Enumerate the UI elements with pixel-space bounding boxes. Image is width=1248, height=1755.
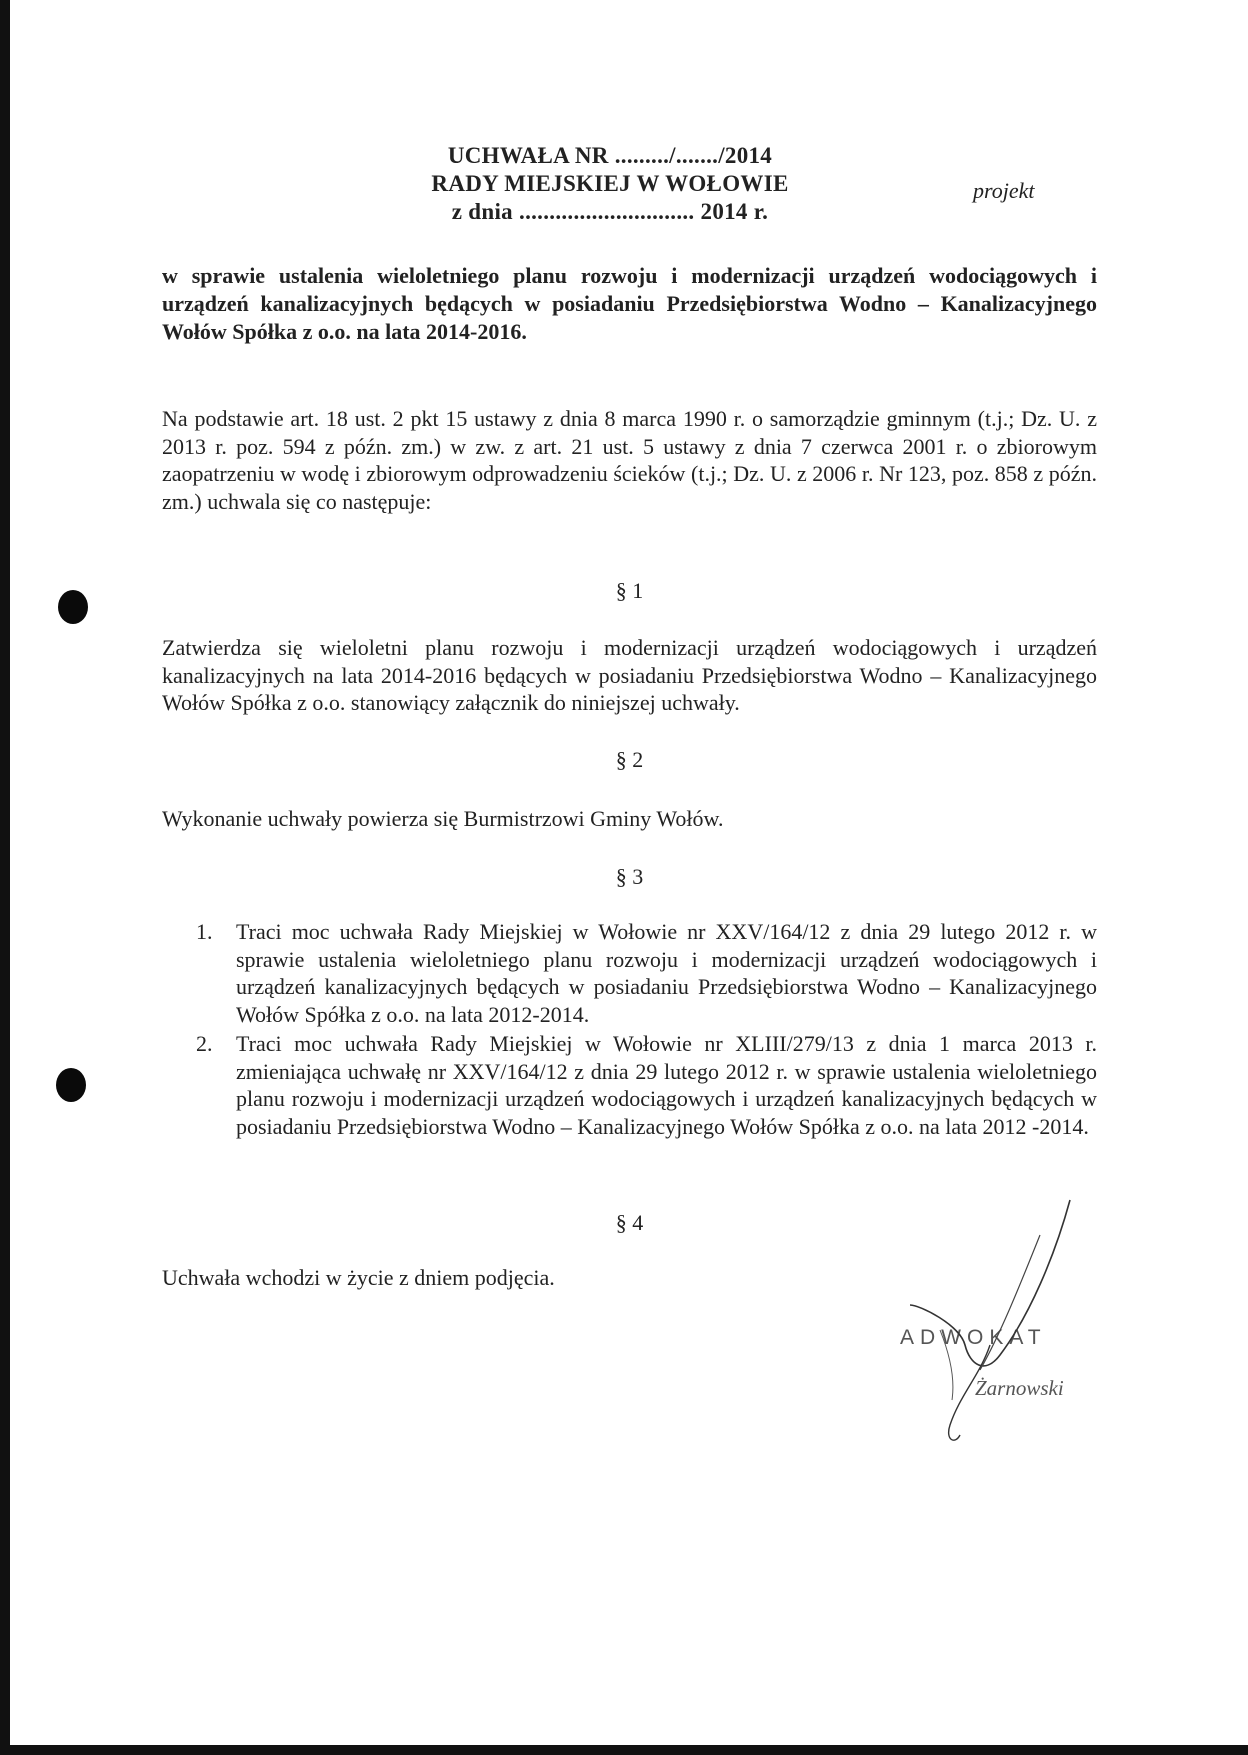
date-line: z dnia ............................. 2014 r.	[451, 199, 769, 224]
scan-edge-left	[0, 0, 10, 1755]
section-3-list	[162, 918, 1097, 1142]
list-item-number: 1.	[196, 919, 213, 944]
section-2-text: Wykonanie uchwały powierza się Burmistrzowi Gminy Wołów.	[162, 806, 724, 831]
list-item	[162, 918, 1097, 1028]
section-2-mark: § 2	[615, 747, 644, 772]
list-item-number: 2.	[196, 1031, 213, 1056]
draft-label: projekt	[973, 178, 1035, 203]
resolution-subject: w sprawie ustalenia wieloletniego planu rozwoju i modernizacji urządzeń wodociągowych i urządzeń kanalizacyjnych będących w posiadaniu Przedsiębiorstwa Wodno – Kanalizacyjnego Wołów Spółka z o.o. na lata 2014-2016.	[162, 263, 1097, 344]
list-item-text: Traci moc uchwała Rady Miejskiej w Wołowie nr XXV/164/12 z dnia 29 lutego 2012 r. w sprawie ustalenia wieloletniego planu rozwoju i modernizacji urządzeń wodociągowych i urządzeń kanalizacyjnych będących w posiadaniu Przedsiębiorstwa Wodno – Kanalizacyjnego Wołów Spółka z o.o. na lata 2012-2014.	[236, 919, 1097, 1027]
section-1-mark: § 1	[615, 578, 644, 603]
punch-hole-top	[58, 590, 88, 624]
resolution-number-line: UCHWAŁA NR ........./......./2014	[447, 143, 773, 168]
signature-mark	[880, 1195, 1110, 1465]
section-4-mark: § 4	[615, 1210, 644, 1235]
stamp-name: Żarnowski	[975, 1376, 1064, 1400]
section-3-mark: § 3	[615, 864, 644, 889]
legal-basis-paragraph: Na podstawie art. 18 ust. 2 pkt 15 ustawy z dnia 8 marca 1990 r. o samorządzie gminnym (t.j.; Dz. U. z 2013 r. poz. 594 z późn. zm.) w zw. z art. 21 ust. 5 ustawy z dnia 7 czerwca 2001 r. o zbiorowym zaopatrzeniu w wodę i zbiorowym odprowadzeniu ścieków (t.j.; Dz. U. z 2006 r. Nr 123, poz. 858 z późn. zm.) uchwala się co następuje:	[162, 406, 1097, 514]
resolution-header	[360, 142, 860, 226]
council-name-line: RADY MIEJSKIEJ W WOŁOWIE	[431, 171, 789, 196]
scan-edge-bottom	[0, 1745, 1248, 1755]
section-1-text: Zatwierdza się wieloletni planu rozwoju i modernizacji urządzeń wodociągowych i urządzeń kanalizacyjnych na lata 2014-2016 będących w posiadaniu Przedsiębiorstwa Wodno – Kanalizacyjnego Wołów Spółka z o.o. stanowiący załącznik do niniejszej uchwały.	[162, 635, 1097, 715]
section-4-text: Uchwała wchodzi w życie z dniem podjęcia.	[162, 1265, 555, 1290]
stamp-title: ADWOKAT	[900, 1326, 1047, 1349]
list-item-text: Traci moc uchwała Rady Miejskiej w Wołowie nr XLIII/279/13 z dnia 1 marca 2013 r. zmieniająca uchwałę nr XXV/164/12 z dnia 29 lutego 2012 r. w sprawie ustalenia wieloletniego planu rozwoju i modernizacji urządzeń wodociągowych i urządzeń kanalizacyjnych będących w posiadaniu Przedsiębiorstwa Wodno – Kanalizacyjnego Wołów Spółka z o.o. na lata 2012 -2014.	[236, 1031, 1097, 1139]
list-item	[162, 1030, 1097, 1140]
punch-hole-bottom	[56, 1068, 86, 1102]
